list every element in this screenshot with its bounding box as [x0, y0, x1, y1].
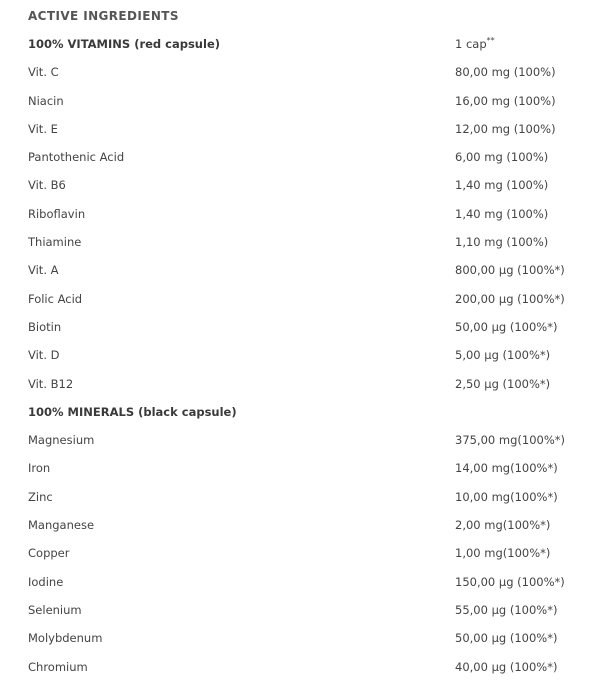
section-header-row: [0, 398, 600, 426]
amount-text: 5,00 µg (100%*): [455, 348, 551, 363]
table-row: [0, 87, 600, 115]
ingredient-name: Vit. B12: [28, 376, 74, 391]
ingredient-amount: [455, 228, 548, 256]
ingredients-table: [0, 30, 600, 681]
amount-text: 200,00 µg (100%*): [455, 291, 565, 306]
ingredient-amount: [455, 511, 550, 539]
ingredient-amount: [455, 596, 557, 624]
amount-text: 1,10 mg (100%): [455, 235, 549, 250]
table-row: [0, 341, 600, 369]
amount-text: 1,40 mg (100%): [455, 178, 549, 193]
table-row: [0, 511, 600, 539]
ingredient-name: Iodine: [28, 574, 64, 589]
table-row: [0, 596, 600, 624]
table-row: [0, 200, 600, 228]
ingredient-name: Molybdenum: [28, 631, 103, 646]
ingredient-amount: [455, 426, 565, 454]
ingredient-name: Selenium: [28, 602, 82, 617]
ingredient-name: Thiamine: [28, 235, 82, 250]
ingredient-amount: [455, 624, 557, 652]
table-row: [0, 454, 600, 482]
ingredient-name: Zinc: [28, 489, 53, 504]
amount-text: 50,00 µg (100%*): [455, 631, 558, 646]
table-row: [0, 653, 600, 681]
amount-text: 14,00 mg(100%*): [455, 461, 558, 476]
ingredient-amount: [455, 653, 557, 681]
table-row: [0, 256, 600, 284]
ingredient-amount: [455, 539, 550, 567]
table-row: [0, 58, 600, 86]
table-row: [0, 313, 600, 341]
ingredient-amount: [455, 58, 556, 86]
amount-text: 375,00 mg(100%*): [455, 433, 565, 448]
table-row: [0, 228, 600, 256]
table-row: [0, 115, 600, 143]
amount-text: 1 cap: [455, 37, 487, 51]
table-row: [0, 426, 600, 454]
ingredient-amount: [455, 200, 548, 228]
ingredient-amount: [455, 87, 556, 115]
section-label: 100% MINERALS (black capsule): [28, 404, 237, 419]
ingredient-amount: [455, 171, 548, 199]
amount-text: 6,00 mg (100%): [455, 150, 549, 165]
amount-text: 2,50 µg (100%*): [455, 376, 551, 391]
ingredient-amount: [455, 256, 565, 284]
amount-text: 40,00 µg (100%*): [455, 659, 558, 674]
amount-text: 80,00 mg (100%): [455, 65, 556, 80]
ingredient-name: Biotin: [28, 319, 62, 334]
ingredient-amount: [455, 341, 550, 369]
section-label: 100% VITAMINS (red capsule): [28, 37, 220, 51]
ingredient-name: Iron: [28, 461, 51, 476]
ingredient-name: Manganese: [28, 518, 95, 533]
ingredient-name: Vit. E: [28, 121, 58, 136]
ingredient-name: Vit. B6: [28, 178, 66, 193]
ingredient-name: Pantothenic Acid: [28, 150, 125, 165]
ingredient-name: Vit. D: [28, 348, 60, 363]
table-row: [0, 624, 600, 652]
ingredient-amount: [455, 483, 558, 511]
amount-text: 10,00 mg(100%*): [455, 489, 558, 504]
footnote-marker: **: [486, 36, 495, 46]
ingredient-name: Vit. C: [28, 65, 59, 80]
table-row: [0, 370, 600, 398]
table-row: [0, 171, 600, 199]
ingredient-name: Magnesium: [28, 433, 95, 448]
ingredient-name: Vit. A: [28, 263, 59, 278]
page-title: ACTIVE INGREDIENTS: [28, 9, 179, 23]
amount-text: 1,00 mg(100%*): [455, 546, 551, 561]
ingredient-name: Copper: [28, 546, 70, 561]
ingredient-amount: [455, 115, 556, 143]
amount-text: 1,40 mg (100%): [455, 206, 549, 221]
table-row: [0, 539, 600, 567]
ingredient-amount: [455, 285, 565, 313]
ingredient-amount: [455, 370, 550, 398]
amount-text: 150,00 µg (100%*): [455, 574, 565, 589]
ingredient-name: Chromium: [28, 659, 88, 674]
amount-text: 12,00 mg (100%): [455, 121, 556, 136]
amount-text: 2,00 mg(100%*): [455, 518, 551, 533]
ingredient-amount: [455, 454, 558, 482]
section-header-row: [0, 30, 600, 58]
ingredient-name: Riboflavin: [28, 206, 86, 221]
ingredient-amount: [455, 30, 495, 58]
table-row: [0, 483, 600, 511]
amount-text: 50,00 µg (100%*): [455, 319, 558, 334]
ingredient-amount: [455, 568, 565, 596]
amount-text: 800,00 µg (100%*): [455, 263, 565, 278]
table-row: [0, 143, 600, 171]
ingredient-name: Niacin: [28, 93, 64, 108]
amount-text: 55,00 µg (100%*): [455, 602, 558, 617]
ingredient-amount: [455, 143, 548, 171]
ingredient-name: Folic Acid: [28, 291, 83, 306]
table-row: [0, 568, 600, 596]
amount-text: 16,00 mg (100%): [455, 93, 556, 108]
table-row: [0, 285, 600, 313]
ingredient-amount: [455, 313, 557, 341]
